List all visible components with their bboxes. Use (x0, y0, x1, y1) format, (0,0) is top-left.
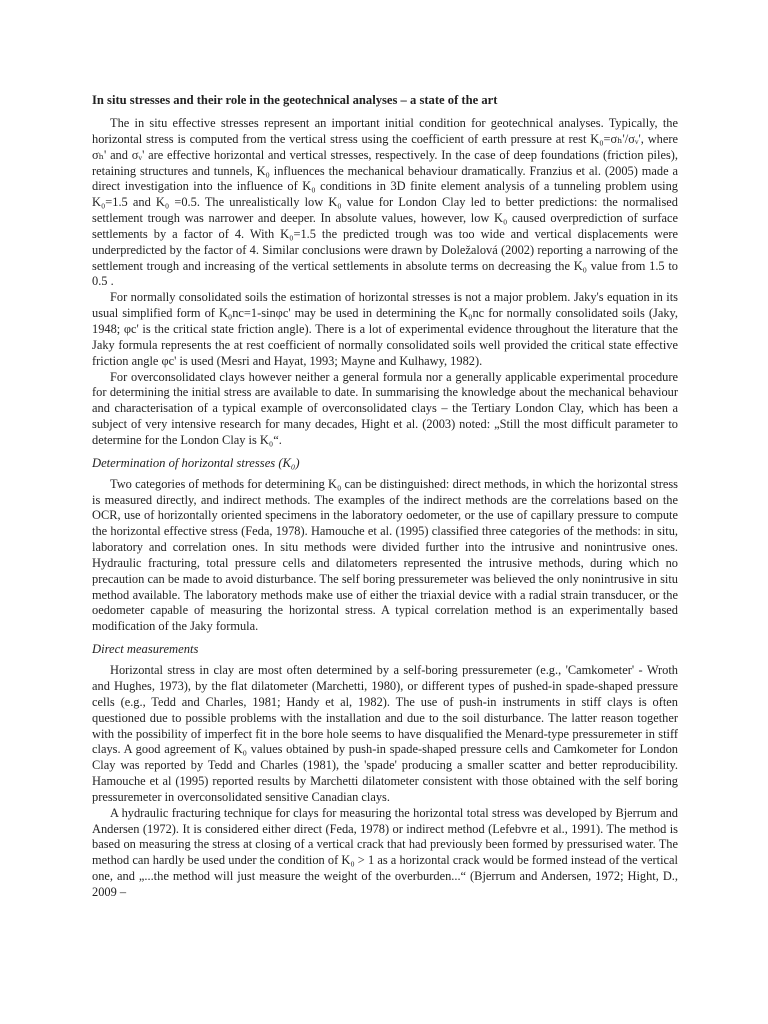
page-title: In situ stresses and their role in the geotechnical analyses – a state of the art (92, 93, 498, 107)
paragraph: For normally consolidated soils the estimation of horizontal stresses is not a major problem. Jaky's equation in its usual simplified form of K₀nc=1-sinφc' may be used in determining the K₀nc for normally consolidated soils (Jaky, 1948; φc' is the critical state friction angle). There is a lot of experimental evidence throughout the literature that the Jaky formula represents the at rest coefficient of normally consolidated soils well provided the critical state effective friction angle φc' is used (Mesri and Hayat, 1993; Mayne and Kulhawy, 1982). (92, 290, 678, 368)
paragraph: For overconsolidated clays however neither a general formula nor a generally applicable experimental procedure for determining the initial stress are available to date. In summarising the knowledge about the mechanical behaviour and characterisation of a typical example of overconsolidated clays – the Tertiary London Clay, which has been a subject of very intensive research for many decades, Hight et al. (2003) noted: „Still the most difficult parameter to determine for the London Clay is K₀“. (92, 369, 678, 447)
paragraph: Horizontal stress in clay are most often determined by a self-boring pressuremeter (e.g., 'Camkometer' - Wroth and Hughes, 1973), by the flat dilatometer (Marchetti, 1980), or different types of pushed-in spade-shaped pressure cells (e.g., Tedd and Charles, 1981; Handy et al, 1982). The use of push-in instruments in stiff clays is often questioned due to possible problems with the installation and due to the soil disturbance. The latter reason together with the possibility of imperfect fit in the bore hole seems to have disqualified the Menard-type pressuremeter in stiff clays. A good agreement of K₀ values obtained by push-in spade-shaped pressure cells and Camkometer for London Clay was reported by Tedd and Charles (1981), the 'spade' producing a smaller scatter and better reproducibility. Hamouche et al (1995) reported results by Marchetti dilatometer consistent with those obtained with the self boring pressuremeter in overconsolidated sensitive Canadian clays. (92, 663, 678, 804)
section-heading: Direct measurements (92, 642, 199, 657)
document-page (92, 92, 678, 901)
paragraph: Two categories of methods for determining K₀ can be distinguished: direct methods, in which the horizontal stress is measured directly, and indirect methods. The examples of the indirect methods are the correlations based on the OCR, use of horizontally oriented specimens in the laboratory oedometer, or the use of capillary pressure to compute the horizontal effective stress (Feda, 1978). Hamouche et al. (1995) classified three categories of the methods: in situ, laboratory and correlation ones. In situ methods were divided further into the intrusive and nonintrusive ones. Hydraulic fracturing, total pressure cells and dilatometers represented the intrusive methods, during which no precaution can be made to avoid disturbance. The self boring pressuremeter was believed the only nonintrusive in situ method available. The laboratory methods make use of either the triaxial device with a radial strain transducer, or the oedometer capable of measuring the horizontal stress. A typical correlation method is an experimentally based modification of the Jaky formula. (92, 476, 678, 634)
paragraph: A hydraulic fracturing technique for clays for measuring the horizontal total stress was developed by Bjerrum and Andersen (1972). It is considered either direct (Feda, 1978) or indirect method (Lefebvre et al., 1991). The method is based on measuring the stress at closing of a vertical crack that had previously been formed by pressurised water. The method can hardly be used under the condition of K₀ > 1 as a horizontal crack would be formed instead of the vertical one, and „...the method will just measure the weight of the overburden...“ (Bjerrum and Andersen, 1972; Hight, D., 2009 – (92, 805, 678, 899)
paragraph: The in situ effective stresses represent an important initial condition for geotechnical analyses. Typically, the horizontal stress is computed from the vertical stress using the coefficient of earth pressure at rest K₀=σₕ'/σᵥ', where σₕ' and σᵥ' are effective horizontal and vertical stresses, respectively. In the case of deep foundations (friction piles), retaining structures and tunnels, K₀ influences the mechanical behaviour dramatically. Franzius et al. (2005) made a direct investigation into the influence of K₀ conditions in 3D finite element analysis of a tunneling problem using K₀=1.5 and K₀ =0.5. The unrealistically low K₀ value for London Clay led to better predictions: the normalised settlement trough was narrower and deeper. In absolute values, however, low K₀ caused overprediction of surface settlements by a factor of 4. With K₀=1.5 the predicted trough was too wide and vertical displacements were underpredicted by the factor of 4. Similar conclusions were drawn by Doležalová (2002) reporting a narrowing of the settlement trough and increasing of the vertical settlements in absolute terms on decreasing the K₀ value from 1.5 to 0.5 . (92, 116, 678, 289)
section-heading: Determination of horizontal stresses (K₀) (92, 455, 300, 470)
